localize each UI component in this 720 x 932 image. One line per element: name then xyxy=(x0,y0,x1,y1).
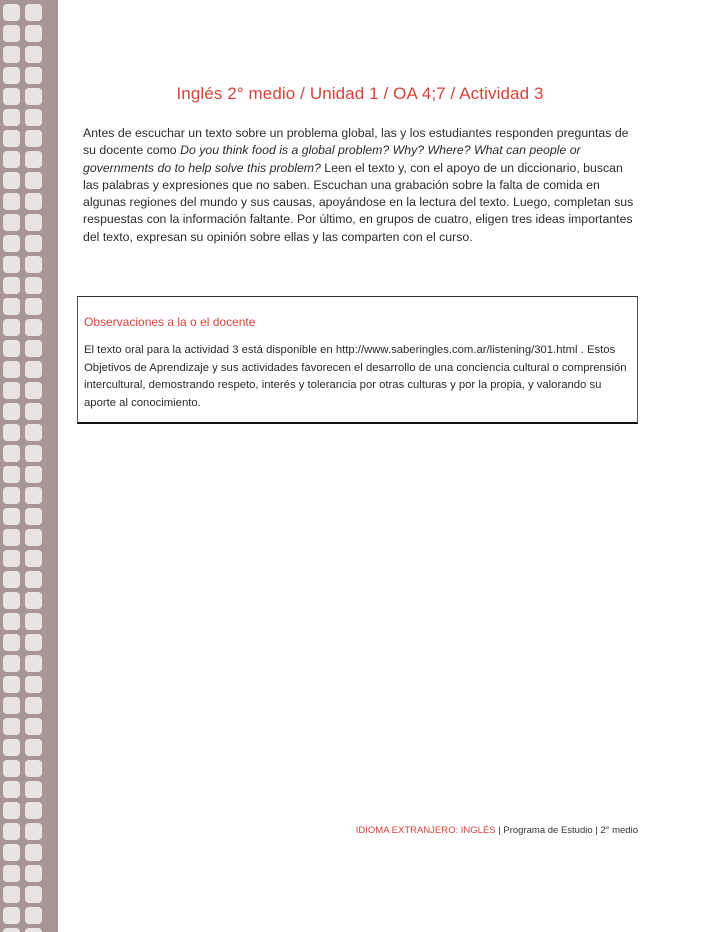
decorative-square xyxy=(3,67,20,84)
decorative-square xyxy=(3,529,20,546)
decorative-square xyxy=(3,46,20,63)
decorative-square xyxy=(3,172,20,189)
decorative-square xyxy=(3,487,20,504)
decorative-square xyxy=(25,403,42,420)
decorative-square xyxy=(3,298,20,315)
decorative-square xyxy=(3,634,20,651)
decorative-square xyxy=(25,361,42,378)
decorative-square xyxy=(3,823,20,840)
decorative-square xyxy=(25,466,42,483)
decorative-square xyxy=(25,613,42,630)
decorative-square xyxy=(25,655,42,672)
decorative-square xyxy=(25,298,42,315)
decorative-square xyxy=(3,340,20,357)
decorative-square xyxy=(25,529,42,546)
decorative-square xyxy=(3,319,20,336)
decorative-square xyxy=(25,340,42,357)
decorative-square xyxy=(25,193,42,210)
footer-subject: IDIOMA EXTRANJERO: INGLÉS xyxy=(355,825,496,836)
decorative-square xyxy=(25,718,42,735)
decorative-square xyxy=(3,445,20,462)
decorative-square xyxy=(25,88,42,105)
decorative-square xyxy=(3,277,20,294)
decorative-square xyxy=(3,256,20,273)
decorative-square xyxy=(25,424,42,441)
activity-description xyxy=(83,125,639,246)
decorative-square xyxy=(25,235,42,252)
decorative-square xyxy=(3,592,20,609)
decorative-square xyxy=(3,4,20,21)
decorative-square xyxy=(25,592,42,609)
decorative-square xyxy=(3,361,20,378)
decorative-square xyxy=(25,4,42,21)
decorative-square xyxy=(3,571,20,588)
decorative-square xyxy=(3,760,20,777)
decorative-square xyxy=(25,697,42,714)
decorative-square xyxy=(3,88,20,105)
decorative-square xyxy=(3,214,20,231)
footer-program: Programa de Estudio xyxy=(503,825,593,836)
decorative-square xyxy=(25,256,42,273)
decorative-square xyxy=(25,928,42,932)
decorative-square xyxy=(25,781,42,798)
decorative-square xyxy=(3,802,20,819)
decorative-square xyxy=(25,130,42,147)
decorative-square xyxy=(25,844,42,861)
decorative-square xyxy=(3,865,20,882)
decorative-square xyxy=(25,25,42,42)
decorative-square xyxy=(3,928,20,932)
decorative-square xyxy=(25,109,42,126)
decorative-square xyxy=(25,277,42,294)
decorative-square xyxy=(25,214,42,231)
decorative-square xyxy=(25,445,42,462)
decorative-square xyxy=(3,739,20,756)
decorative-square xyxy=(3,109,20,126)
decorative-square xyxy=(3,718,20,735)
decorative-square xyxy=(25,907,42,924)
activity-question: Do you think food is a global problem? Why? Where? What can people or governments do to help solve this problem? xyxy=(83,143,581,175)
teacher-observations-box xyxy=(77,296,638,424)
decorative-square xyxy=(3,613,20,630)
decorative-square xyxy=(25,760,42,777)
decorative-square xyxy=(25,802,42,819)
decorative-square xyxy=(3,466,20,483)
activity-procedure-text: Leen el texto y, con el apoyo de un diccionario, buscan las palabras y expresiones que no saben. Escuchan una grabación sobre la falta de comida en algunas regiones del mundo y sus causas, apoyándose en la lectura del texto. Luego, completan sus respuestas con la información faltante. Por último, en grupos de cuatro, eligen tres ideas importantes del texto, expresan su opinión sobre ellas y las comparten con el curso. xyxy=(83,160,634,244)
decorative-square xyxy=(3,403,20,420)
decorative-square xyxy=(25,571,42,588)
decorative-square xyxy=(25,151,42,168)
decorative-square xyxy=(3,676,20,693)
page-title: Inglés 2° medio / Unidad 1 / OA 4;7 / Actividad 3 xyxy=(176,84,544,103)
footer-grade: 2° medio xyxy=(600,825,638,836)
decorative-square xyxy=(3,235,20,252)
decorative-square xyxy=(25,46,42,63)
decorative-square xyxy=(3,886,20,903)
decorative-square xyxy=(3,382,20,399)
decorative-square xyxy=(3,508,20,525)
decorative-square xyxy=(25,172,42,189)
decorative-square xyxy=(3,844,20,861)
decorative-square xyxy=(3,697,20,714)
decorative-side-strip xyxy=(0,0,58,932)
footer-separator-2: | xyxy=(592,825,601,836)
decorative-square xyxy=(25,823,42,840)
decorative-square xyxy=(25,508,42,525)
decorative-square xyxy=(3,25,20,42)
decorative-square xyxy=(25,676,42,693)
decorative-square xyxy=(3,550,20,567)
decorative-square xyxy=(25,487,42,504)
page-footer xyxy=(356,825,638,836)
footer-separator: | xyxy=(495,825,504,836)
decorative-square xyxy=(25,865,42,882)
observations-title: Observaciones a la o el docente xyxy=(84,315,256,329)
activity-intro-text: Antes de escuchar un texto sobre un problema global, las y los estudiantes responden preguntas de su docente como xyxy=(83,126,629,158)
decorative-square xyxy=(25,634,42,651)
decorative-square xyxy=(25,319,42,336)
decorative-square xyxy=(25,382,42,399)
observations-text: El texto oral para la actividad 3 está disponible en http://www.saberingles.com.ar/listening/301.html . Estos Objetivos de Aprendizaje y sus actividades favorecen el desarrollo de una conciencia cultural o comprensión intercultural, demostrando respeto, interés y tolerancia por otras culturas y por la propia, y valorando su aporte al conocimiento. xyxy=(84,344,627,409)
decorative-square xyxy=(3,130,20,147)
decorative-square xyxy=(25,886,42,903)
decorative-square xyxy=(3,655,20,672)
decorative-square xyxy=(25,739,42,756)
decorative-square xyxy=(3,424,20,441)
decorative-square xyxy=(3,151,20,168)
decorative-square xyxy=(3,907,20,924)
decorative-square xyxy=(3,193,20,210)
decorative-square xyxy=(25,550,42,567)
decorative-square xyxy=(3,781,20,798)
decorative-square xyxy=(25,67,42,84)
